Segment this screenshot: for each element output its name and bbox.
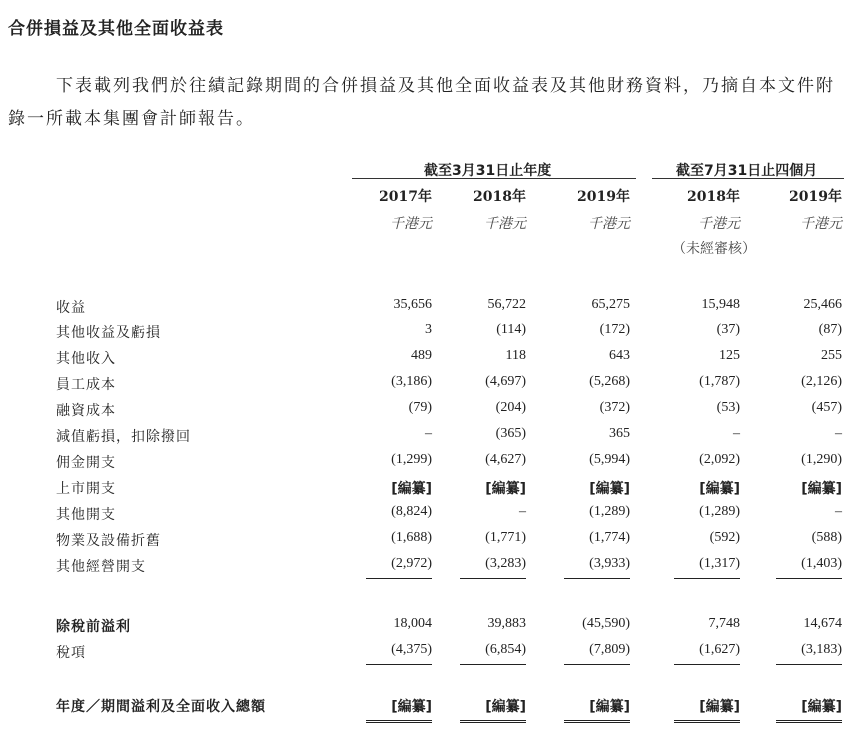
table-cell: (7,809): [589, 642, 630, 657]
table-cell: [編纂]: [589, 699, 630, 715]
table-cell: (1,403): [801, 556, 842, 571]
table-cell: 65,275: [591, 297, 630, 312]
table-cell: (204): [495, 400, 526, 415]
table-cell: [編纂]: [699, 699, 740, 715]
table-cell: (1,289): [699, 504, 740, 519]
table-cell: (4,697): [485, 374, 526, 389]
row-label: 其他收入: [56, 351, 116, 367]
table-cell: (5,994): [589, 452, 630, 467]
column-group-year-ended: 截至3月31日止年度: [424, 163, 552, 179]
table-cell: 3: [425, 322, 432, 337]
table-cell: 7,748: [708, 616, 740, 631]
column-group-underline: [352, 178, 636, 179]
table-cell: (1,299): [391, 452, 432, 467]
table-cell: (457): [811, 400, 842, 415]
table-cell: (4,375): [391, 642, 432, 657]
intro-paragraph: 下表載列我們於往績記錄期間的合併損益及其他全面收益表及其他財務資料，乃摘自本文件附錄一所載本集團會計師報告。: [8, 76, 835, 129]
total-double-rule: [776, 720, 842, 723]
table-cell: 25,466: [803, 297, 842, 312]
row-label: 其他開支: [56, 507, 116, 523]
subtotal-rule: [564, 664, 630, 665]
table-cell: 643: [609, 348, 630, 363]
table-cell: [編纂]: [485, 699, 526, 715]
table-cell: (2,126): [801, 374, 842, 389]
table-cell: –: [733, 426, 740, 441]
subtotal-rule: [460, 578, 526, 579]
table-cell: (53): [716, 400, 740, 415]
subtotal-rule: [776, 578, 842, 579]
table-cell: (3,186): [391, 374, 432, 389]
table-cell: (37): [716, 322, 740, 337]
column-year-header: 2017年: [379, 189, 432, 205]
table-cell: (114): [496, 322, 526, 337]
table-cell: (2,092): [699, 452, 740, 467]
table-cell: 365: [609, 426, 630, 441]
total-double-rule: [674, 720, 740, 723]
table-cell: (1,627): [699, 642, 740, 657]
table-cell: 14,674: [803, 616, 842, 631]
row-label-pretax: 除稅前溢利: [56, 619, 131, 635]
table-cell: –: [835, 504, 842, 519]
table-cell: 118: [505, 348, 526, 363]
table-cell: [編纂]: [699, 481, 740, 497]
column-unit-label: 千港元: [588, 216, 630, 232]
subtotal-rule: [366, 664, 432, 665]
table-cell: [編纂]: [391, 699, 432, 715]
table-cell: (1,289): [589, 504, 630, 519]
table-cell: 18,004: [393, 616, 432, 631]
table-cell: 15,948: [701, 297, 740, 312]
row-label: 融資成本: [56, 403, 116, 419]
table-cell: [編纂]: [801, 699, 842, 715]
subtotal-rule: [674, 578, 740, 579]
page-title: 合併損益及其他全面收益表: [8, 19, 224, 39]
column-unit-label: 千港元: [484, 216, 526, 232]
column-year-header: 2019年: [789, 189, 842, 205]
table-cell: (172): [599, 322, 630, 337]
table-cell: 255: [821, 348, 842, 363]
table-cell: (588): [811, 530, 842, 545]
column-year-header: 2018年: [687, 189, 740, 205]
table-cell: (3,183): [801, 642, 842, 657]
table-cell: (1,771): [485, 530, 526, 545]
table-cell: (1,787): [699, 374, 740, 389]
subtotal-rule: [674, 664, 740, 665]
table-cell: (1,688): [391, 530, 432, 545]
table-cell: [編纂]: [589, 481, 630, 497]
row-label-total: 年度／期間溢利及全面收入總額: [56, 699, 266, 715]
table-cell: –: [835, 426, 842, 441]
table-cell: (79): [408, 400, 432, 415]
column-unit-label: 千港元: [800, 216, 842, 232]
table-cell: 125: [719, 348, 740, 363]
table-cell: (3,283): [485, 556, 526, 571]
table-cell: (5,268): [589, 374, 630, 389]
subtotal-rule: [564, 578, 630, 579]
table-cell: 39,883: [487, 616, 526, 631]
subtotal-rule: [776, 664, 842, 665]
table-cell: (3,933): [589, 556, 630, 571]
table-cell: (592): [709, 530, 740, 545]
total-double-rule: [564, 720, 630, 723]
column-group-four-months: 截至7月31日止四個月: [676, 163, 818, 179]
table-cell: (1,290): [801, 452, 842, 467]
row-label: 其他收益及虧損: [56, 325, 161, 341]
table-cell: 56,722: [487, 297, 526, 312]
row-label: 其他經營開支: [56, 559, 146, 575]
row-label: 物業及設備折舊: [56, 533, 161, 549]
column-group-underline: [652, 178, 844, 179]
table-cell: [編纂]: [801, 481, 842, 497]
row-label: 員工成本: [56, 377, 116, 393]
table-cell: –: [519, 504, 526, 519]
column-year-header: 2019年: [577, 189, 630, 205]
table-cell: 35,656: [393, 297, 432, 312]
row-label: 上市開支: [56, 481, 116, 497]
row-label: 收益: [56, 300, 86, 316]
table-cell: (1,317): [699, 556, 740, 571]
table-cell: [編纂]: [485, 481, 526, 497]
table-cell: (6,854): [485, 642, 526, 657]
table-cell: [編纂]: [391, 481, 432, 497]
total-double-rule: [366, 720, 432, 723]
total-double-rule: [460, 720, 526, 723]
row-label: 佣金開支: [56, 455, 116, 471]
row-label: 減值虧損，扣除撥回: [56, 429, 191, 445]
table-cell: (45,590): [582, 616, 630, 631]
table-cell: –: [425, 426, 432, 441]
row-label-tax: 稅項: [56, 645, 86, 661]
table-cell: (8,824): [391, 504, 432, 519]
table-cell: (1,774): [589, 530, 630, 545]
table-cell: (365): [495, 426, 526, 441]
column-unaudited-note: （未經審核）: [672, 241, 756, 257]
subtotal-rule: [366, 578, 432, 579]
column-unit-label: 千港元: [390, 216, 432, 232]
column-unit-label: 千港元: [698, 216, 740, 232]
column-year-header: 2018年: [473, 189, 526, 205]
table-cell: (2,972): [391, 556, 432, 571]
table-cell: (4,627): [485, 452, 526, 467]
table-cell: (87): [818, 322, 842, 337]
table-cell: 489: [411, 348, 432, 363]
subtotal-rule: [460, 664, 526, 665]
table-cell: (372): [599, 400, 630, 415]
